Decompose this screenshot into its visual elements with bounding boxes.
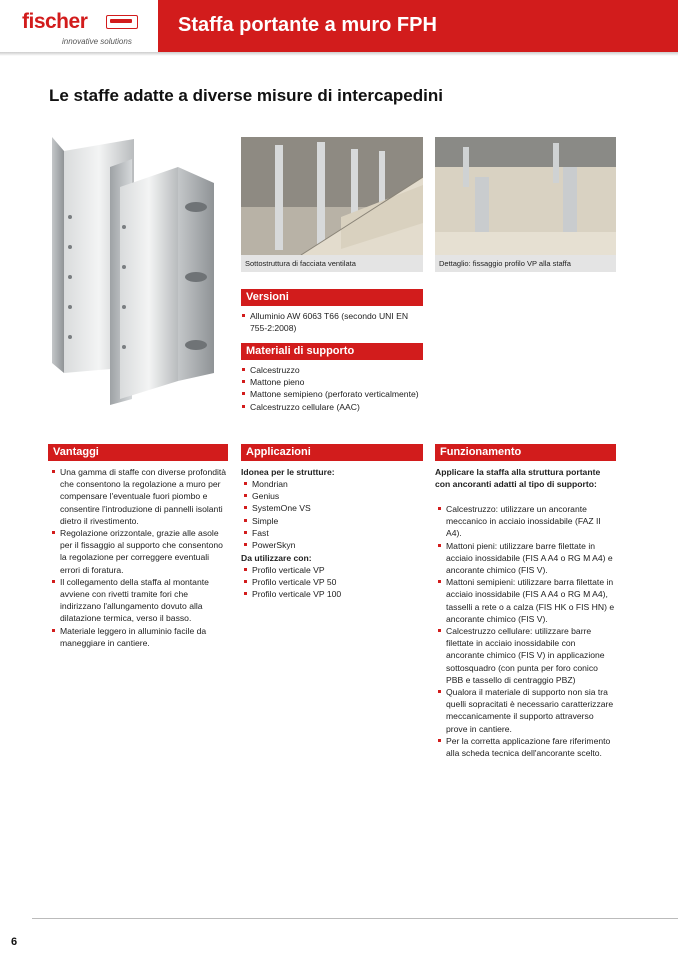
list-item: Materiale leggero in alluminio facile da maneggiare in cantiere.	[51, 625, 229, 649]
header-shadow	[0, 52, 678, 56]
list-item: Qualora il materiale di supporto non sia tra quelli sopracitati è necessario caratterizzare meccanicamente il supporto attraverso prove in cantiere.	[437, 686, 615, 735]
list-item: Calcestruzzo cellulare (AAC)	[241, 401, 421, 413]
list-item: Profilo verticale VP	[243, 564, 421, 576]
list-item: Calcestruzzo	[241, 364, 421, 376]
list-item: Mattone semipieno (perforato verticalmente)	[241, 388, 421, 400]
list-item: Mondrian	[243, 478, 421, 490]
list-item: Profilo verticale VP 100	[243, 588, 421, 600]
vantaggi-list	[51, 466, 229, 649]
header-bar	[158, 0, 678, 52]
list-item: Calcestruzzo cellulare: utilizzare barre filettate in acciaio inossidabile con ancorante chimico (FIS V) in applicazione sottosquadro (con punta per foro conico PBB e tassello di centraggio PBZ)	[437, 625, 615, 686]
caption-facade-substructure: Sottostruttura di facciata ventilata	[241, 255, 423, 272]
section-header-funzionamento: Funzionamento	[435, 444, 616, 460]
bracket-product-image	[50, 137, 227, 410]
materiali-list	[241, 364, 421, 413]
caption-vp-profile-detail: Dettaglio: fissaggio profilo VP alla staffa	[435, 255, 616, 272]
section-header-materiali: Materiali di supporto	[241, 343, 423, 359]
list-item: Mattone pieno	[241, 376, 421, 388]
logo-tagline: innovative solutions	[62, 37, 132, 46]
applicazioni-use-with-list	[243, 564, 421, 601]
funzionamento-intro: Applicare la staffa alla struttura portante con ancoranti adatti al tipo di supporto:	[435, 467, 601, 490]
section-header-applicazioni: Applicazioni	[241, 444, 423, 460]
page-title: Staffa portante a muro FPH	[178, 14, 437, 36]
footer-divider	[32, 918, 678, 919]
list-item: Genius	[243, 490, 421, 502]
section-header-vantaggi: Vantaggi	[48, 444, 228, 460]
list-item: Per la corretta applicazione fare riferimento alla scheda tecnica dell'ancorante scelto.	[437, 735, 615, 759]
vp-profile-detail-photo	[435, 137, 616, 255]
section-header-versioni: Versioni	[241, 289, 423, 305]
brand-logo	[0, 0, 158, 52]
list-item: Il collegamento della staffa al montante avviene con rivetti tramite fori che indirizzano l'allungamento dovuto alla dilatazione termica, verso il basso.	[51, 576, 229, 625]
list-item: Profilo verticale VP 50	[243, 576, 421, 588]
applicazioni-structures-list	[243, 478, 421, 551]
list-item: Una gamma di staffe con diverse profondità che consentono la regolazione a muro per compensare l'eventuale fuori piombo e consentire l'introduzione di pannelli isolanti dietro il rivestimento.	[51, 466, 229, 527]
section-divider	[48, 460, 228, 461]
applicazioni-use-with-label: Da utilizzare con:	[241, 553, 312, 563]
list-item: Fast	[243, 527, 421, 539]
funzionamento-list	[437, 503, 615, 759]
section-divider	[241, 359, 423, 360]
section-divider	[241, 305, 423, 306]
list-item: Mattoni pieni: utilizzare barre filettate in acciaio inossidabile (FIS A A4 o RG M A4) e ancorante chimico (FIS V).	[437, 540, 615, 577]
versioni-list	[241, 310, 421, 334]
section-divider	[241, 460, 423, 461]
list-item: Alluminio AW 6063 T66 (secondo UNI EN 755-2:2008)	[241, 310, 421, 334]
main-heading: Le staffe adatte a diverse misure di intercapedini	[49, 86, 443, 105]
applicazioni-structures-label: Idonea per le strutture:	[241, 467, 335, 477]
list-item: Regolazione orizzontale, grazie alle asole per il fissaggio al supporto che consentono la regolazione per correggere eventuali errori di foratura.	[51, 527, 229, 576]
list-item: PowerSkyn	[243, 539, 421, 551]
facade-substructure-photo	[241, 137, 423, 255]
list-item: Mattoni semipieni: utilizzare barra filettate in acciaio inossidabile (FIS A A4 o RG M A4), tasselli a rete o a calza (FIS HK o FIS HN) e ancorante chimico (FIS V).	[437, 576, 615, 625]
list-item: SystemOne VS	[243, 502, 421, 514]
list-item: Calcestruzzo: utilizzare un ancorante meccanico in acciaio inossidabile (FAZ II A4).	[437, 503, 615, 540]
logo-badge-icon	[106, 15, 138, 29]
section-divider	[435, 460, 616, 461]
list-item: Simple	[243, 515, 421, 527]
page-number: 6	[11, 936, 18, 948]
logo-wordmark: fischer	[22, 10, 88, 33]
